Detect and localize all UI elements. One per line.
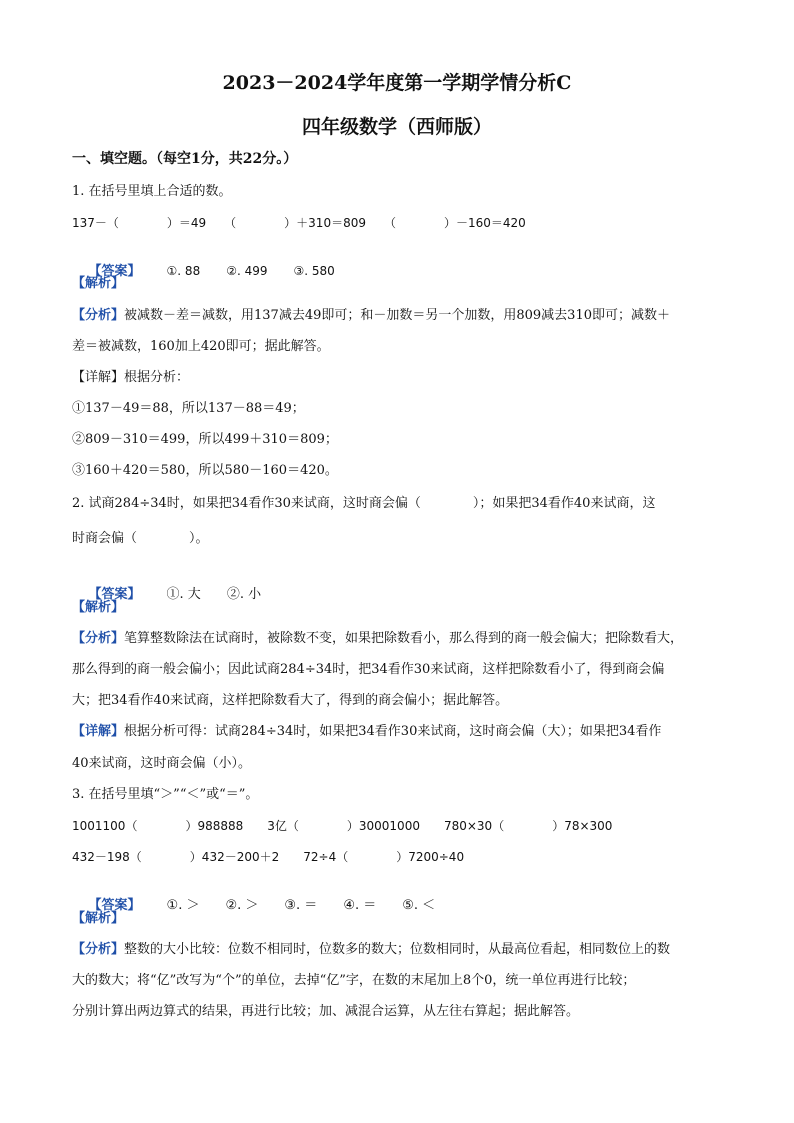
q1-answer-3: ③. 580 — [293, 264, 335, 278]
q3-answer-2: ②. ＞ — [225, 898, 259, 913]
q1-question: 1. 在括号里填上合适的数。 — [72, 184, 232, 199]
answer-label: 【答案】 — [88, 264, 141, 279]
analysis-label: 【分析】 — [72, 308, 125, 323]
q3-analysis-3: 分别计算出两边算式的结果，再进行比较；加、减混合运算，从左往右算起；据此解答。 — [72, 1004, 580, 1019]
q1-detail-2: ①137－49＝88，所以137－88＝49； — [72, 401, 305, 416]
document-subtitle: 四年级数学（西师版） — [301, 116, 492, 138]
q1-detail-4: ③160＋420＝580，所以580－160＝420。 — [72, 463, 338, 478]
answer-label: 【答案】 — [88, 587, 141, 602]
q2-analysis-3: 大；把34看作40来试商，这样把除数看大了，得到的商会偏小；据此解答。 — [72, 693, 509, 708]
q3-analysis-1 — [72, 941, 670, 959]
detail-label: 【详解】 — [72, 370, 125, 385]
q1-detail-3: ②809－310＝499，所以499＋310＝809； — [72, 432, 338, 447]
q2-solution-label: 【解析】 — [72, 600, 125, 615]
q1-analysis-text-1: 被减数－差＝减数，用137减去49即可；和－加数＝另一个加数，用809减去310即可；减数＋ — [124, 308, 670, 323]
answer-label: 【答案】 — [88, 898, 141, 913]
q3-analysis-2: 大的数大；将“亿”改写为“个”的单位，去掉“亿”字，在数的末尾加上8个0，统一单位再进行比较； — [72, 973, 636, 988]
analysis-label: 【分析】 — [72, 631, 125, 646]
q2-analysis-2: 那么得到的商一般会偏小；因此试商284÷34时，把34看作30来试商，这样把除数看小了，得到商会偏 — [72, 662, 665, 677]
detail-label: 【详解】 — [72, 724, 125, 739]
q2-analysis-text-1: 笔算整数除法在试商时，被除数不变，如果把除数看小，那么得到的商一般会偏大；把除数看大， — [124, 631, 684, 646]
q3-answer-3: ③. ＝ — [284, 898, 318, 913]
q2-question-1: 2. 试商284÷34时，如果把34看作30来试商，这时商会偏（ ）；如果把34看作40来试商，这 — [72, 496, 656, 511]
q2-answer-2: ②. 小 — [226, 587, 262, 602]
q3-analysis-text-1: 整数的大小比较：位数不相同时，位数多的数大；位数相同时，从最高位看起，相同数位上的数 — [124, 942, 671, 957]
q1-problem: 137－（ ）＝49 （ ）＋310＝809 （ ）－160＝420 — [72, 216, 526, 230]
q3-row-1: 1001100（ ）988888 3亿（ ）30001000 780×30（ ）78×300 — [72, 819, 613, 833]
q1-answer-1: ①. 88 — [166, 264, 201, 278]
q1-analysis-1 — [72, 307, 670, 325]
q2-detail-1 — [72, 723, 661, 741]
q3-solution-label: 【解析】 — [72, 911, 125, 926]
q3-question: 3. 在括号里填“＞”“＜”或“＝”。 — [72, 787, 259, 802]
q3-answer-1: ①. ＞ — [166, 898, 200, 913]
q2-detail-2: 40来试商，这时商会偏（小）。 — [72, 756, 252, 771]
q2-answer-1: ①. 大 — [166, 587, 201, 602]
q3-answer-5: ⑤. ＜ — [402, 898, 436, 913]
q3-answer-4: ④. ＝ — [343, 898, 377, 913]
q1-answer-2: ②. 499 — [226, 264, 268, 278]
q1-detail-text-1: 根据分析： — [124, 370, 190, 385]
section-heading: 一、填空题。（每空1分，共22分。） — [72, 151, 298, 167]
q1-detail-1 — [72, 369, 189, 387]
document-title: 2023－2024学年度第一学期学情分析C — [222, 72, 572, 94]
q2-detail-text-1: 根据分析可得：试商284÷34时，如果把34看作30来试商，这时商会偏（大）；如果把34看作 — [124, 724, 662, 739]
q1-analysis-2: 差＝被减数，160加上420即可；据此解答。 — [72, 339, 330, 354]
q3-answer-row — [72, 879, 435, 933]
q2-question-2: 时商会偏（ ）。 — [72, 531, 209, 546]
q1-solution-label: 【解析】 — [72, 276, 125, 291]
q3-row-2: 432－198（ ）432－200＋2 72÷4（ ）7200÷40 — [72, 850, 465, 864]
analysis-label: 【分析】 — [72, 942, 125, 957]
q2-analysis-1 — [72, 630, 683, 648]
